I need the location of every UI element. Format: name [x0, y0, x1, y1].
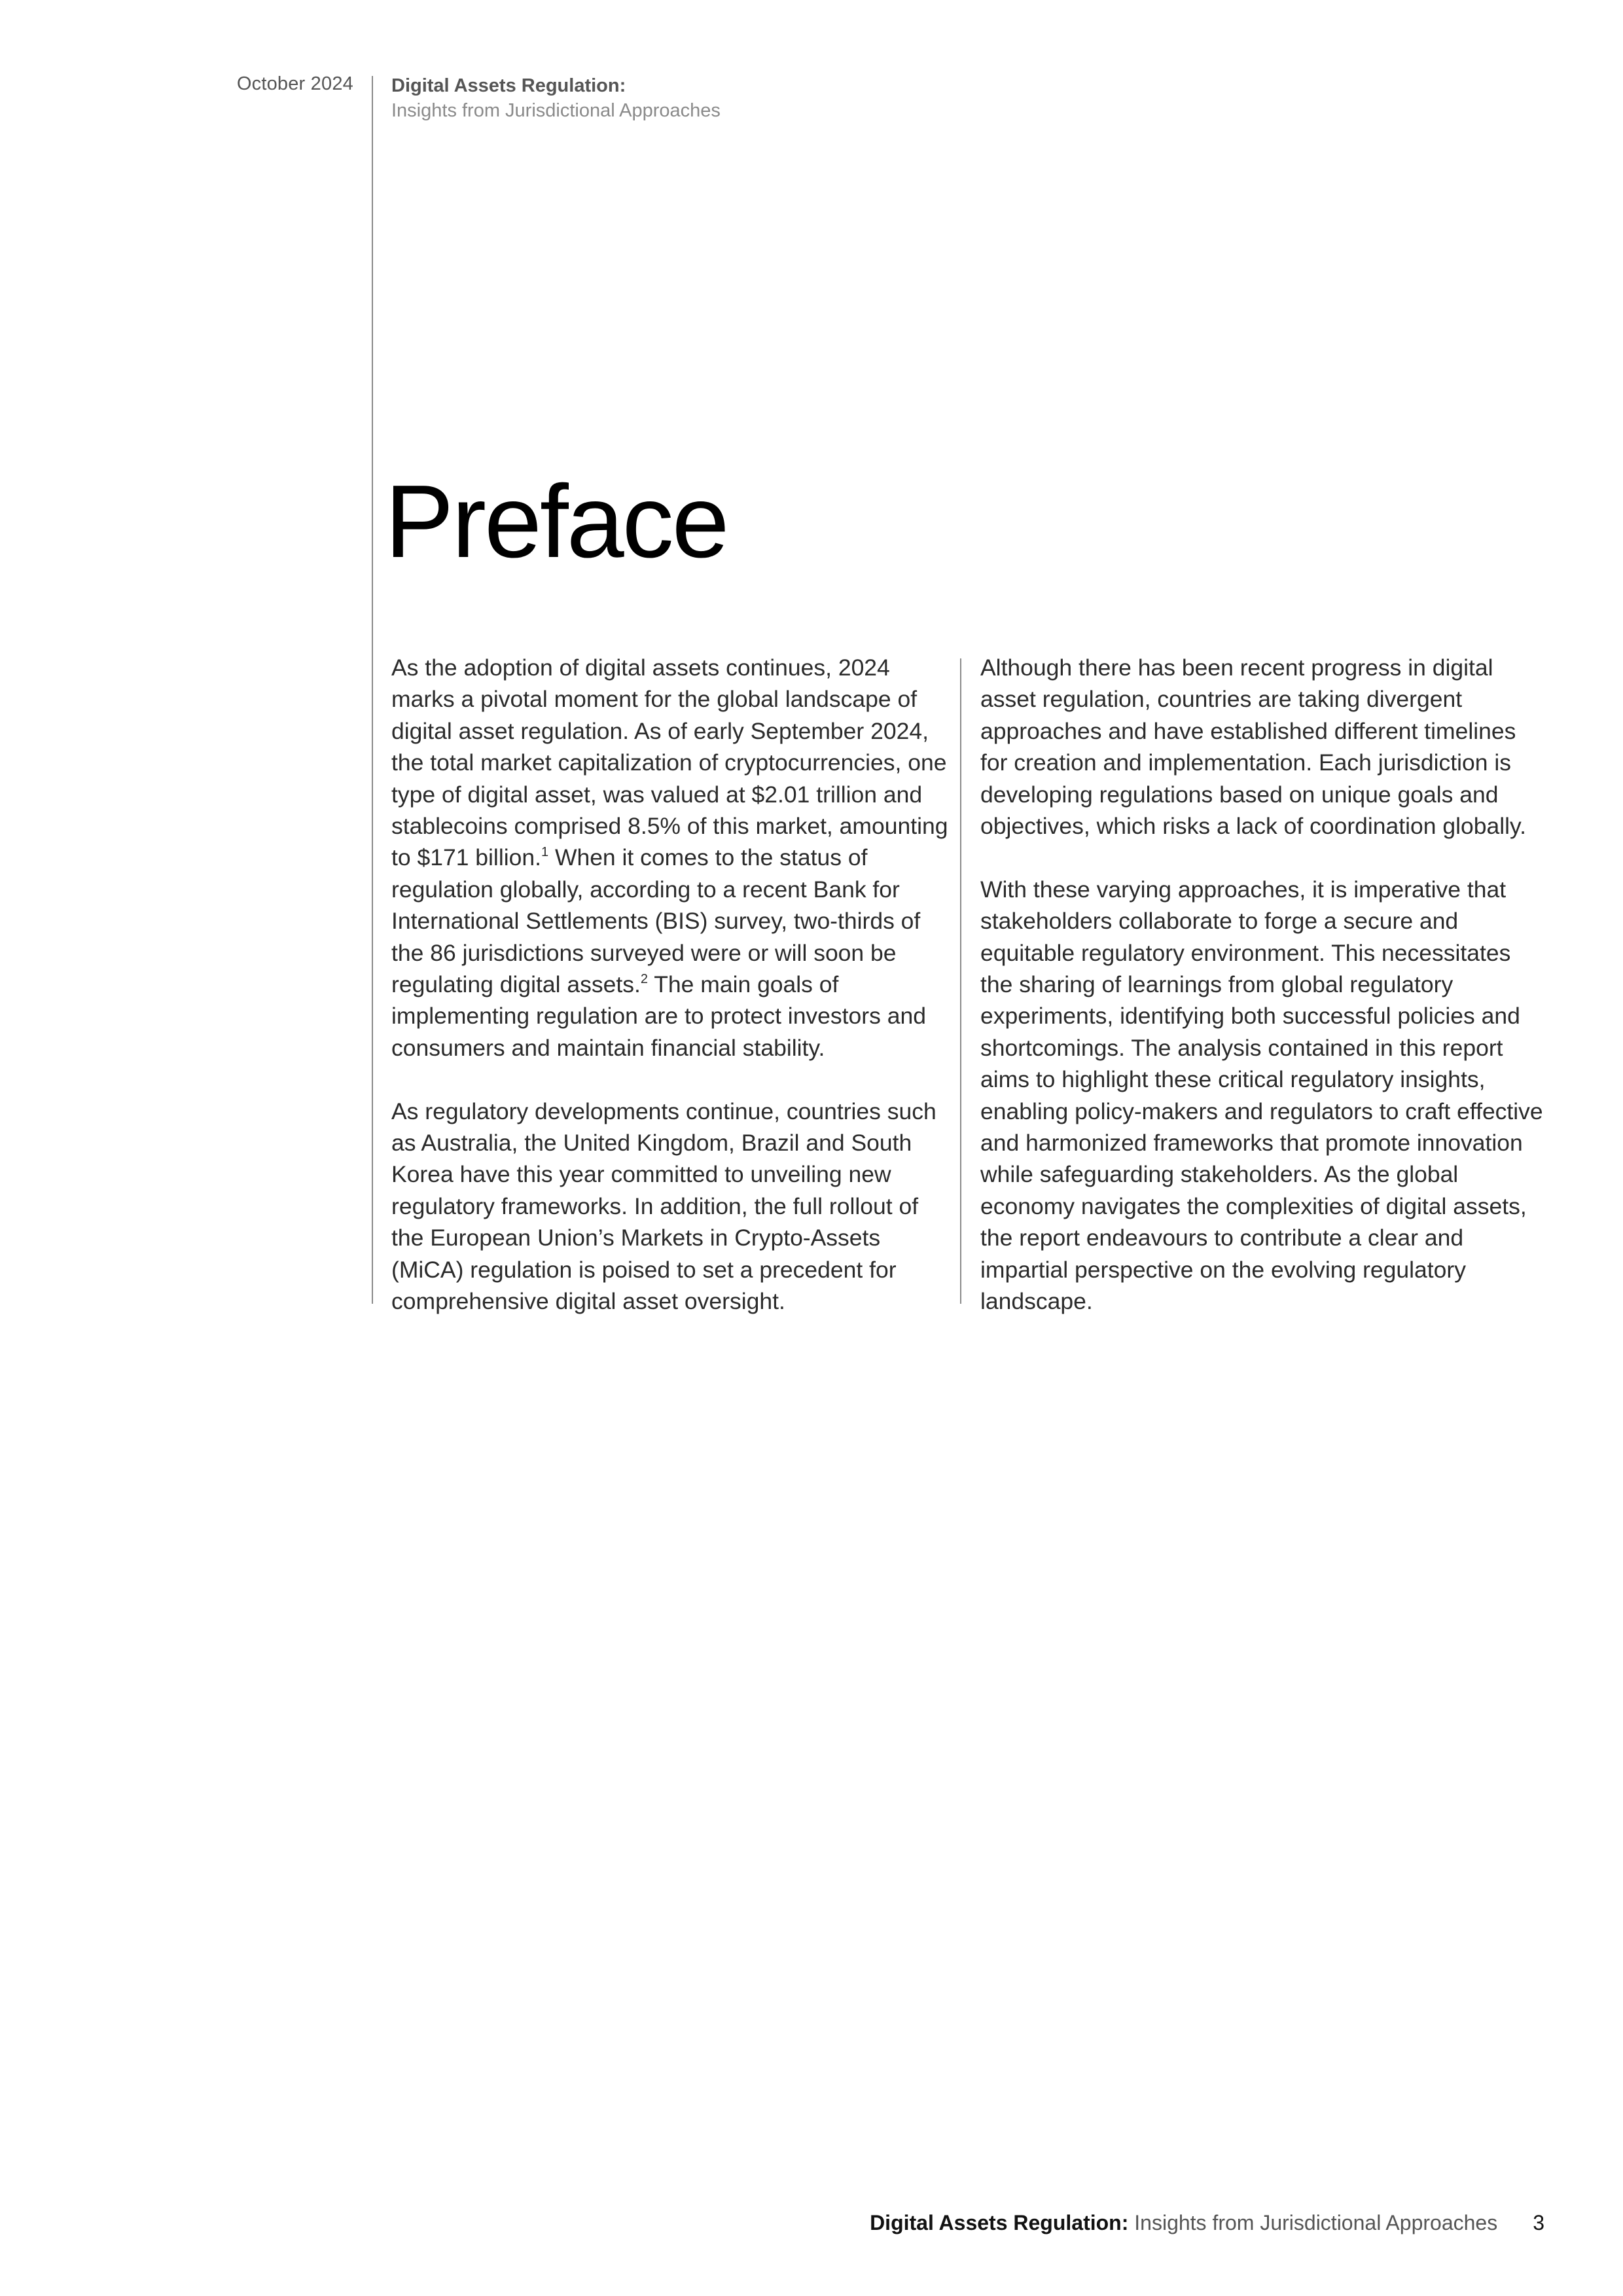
left-paragraph-2: As regulatory developments continue, countries such as Australia, the United Kingdom, Brazil and South Korea have this year committed to unveiling new regulatory frameworks. In addition, the full rollout of the European Union’s Markets in Crypto-Assets (MiCA) regulation is poised to set a precedent for comprehensive digital asset oversight.	[391, 1098, 936, 1315]
left-paragraph-1-text-a: As the adoption of digital assets continues, 2024 marks a pivotal moment for the global landscape of digital asset regulation. As of early September 2024, the total market capitalization of cryptocurrencies, one type of digital asset, was valued at $2.01 trillion and stablecoins comprised 8.5% of this market, amounting to $171 billion.	[391, 655, 948, 871]
right-column	[980, 652, 1543, 1349]
page-title: Preface	[385, 464, 728, 579]
header-subtitle: Insights from Jurisdictional Approaches	[391, 100, 721, 121]
footer-title: Digital Assets Regulation:	[870, 2211, 1129, 2234]
footer-subtitle: Insights from Jurisdictional Approaches	[1128, 2211, 1498, 2234]
page-footer	[870, 2211, 1544, 2235]
column-divider	[960, 658, 961, 1304]
header-divider	[372, 76, 373, 1304]
header-date: October 2024	[236, 73, 353, 94]
header-title-block	[391, 73, 721, 123]
footnote-ref-1[interactable]: 1	[541, 845, 549, 860]
header-title: Digital Assets Regulation:	[391, 75, 626, 96]
left-paragraph-1-text-c: The main goals of implementing regulation are to protect investors and consumers and maintain financial stability.	[391, 971, 926, 1061]
right-paragraph-2: With these varying approaches, it is imperative that stakeholders collaborate to forge a secure and equitable regulatory environment. This necessitates the sharing of learnings from global regulatory experiments, identifying both successful policies and shortcomings. The analysis contained in this report aims to highlight these critical regulatory insights, enabling policy-makers and regulators to craft effective and harmonized frameworks that promote innovation while safeguarding stakeholders. As the global economy navigates the complexities of digital assets, the report endeavours to contribute a clear and impartial perspective on the evolving regulatory landscape.	[980, 876, 1543, 1315]
footnote-ref-2[interactable]: 2	[640, 972, 648, 987]
right-paragraph-1: Although there has been recent progress in digital asset regulation, countries are taking divergent approaches and have established different timelines for creation and implementation. Each jurisdiction is developing regulations based on unique goals and objectives, which risks a lack of coordination globally.	[980, 655, 1526, 840]
left-column	[391, 652, 954, 1349]
page-number: 3	[1533, 2211, 1544, 2234]
left-paragraph-1	[391, 652, 954, 1064]
left-paragraph-1-text-b: When it comes to the status of regulation globally, according to a recent Bank for International Settlements (BIS) survey, two-thirds of the 86 jurisdictions surveyed were or will soon be regulating digital assets.	[391, 844, 921, 998]
